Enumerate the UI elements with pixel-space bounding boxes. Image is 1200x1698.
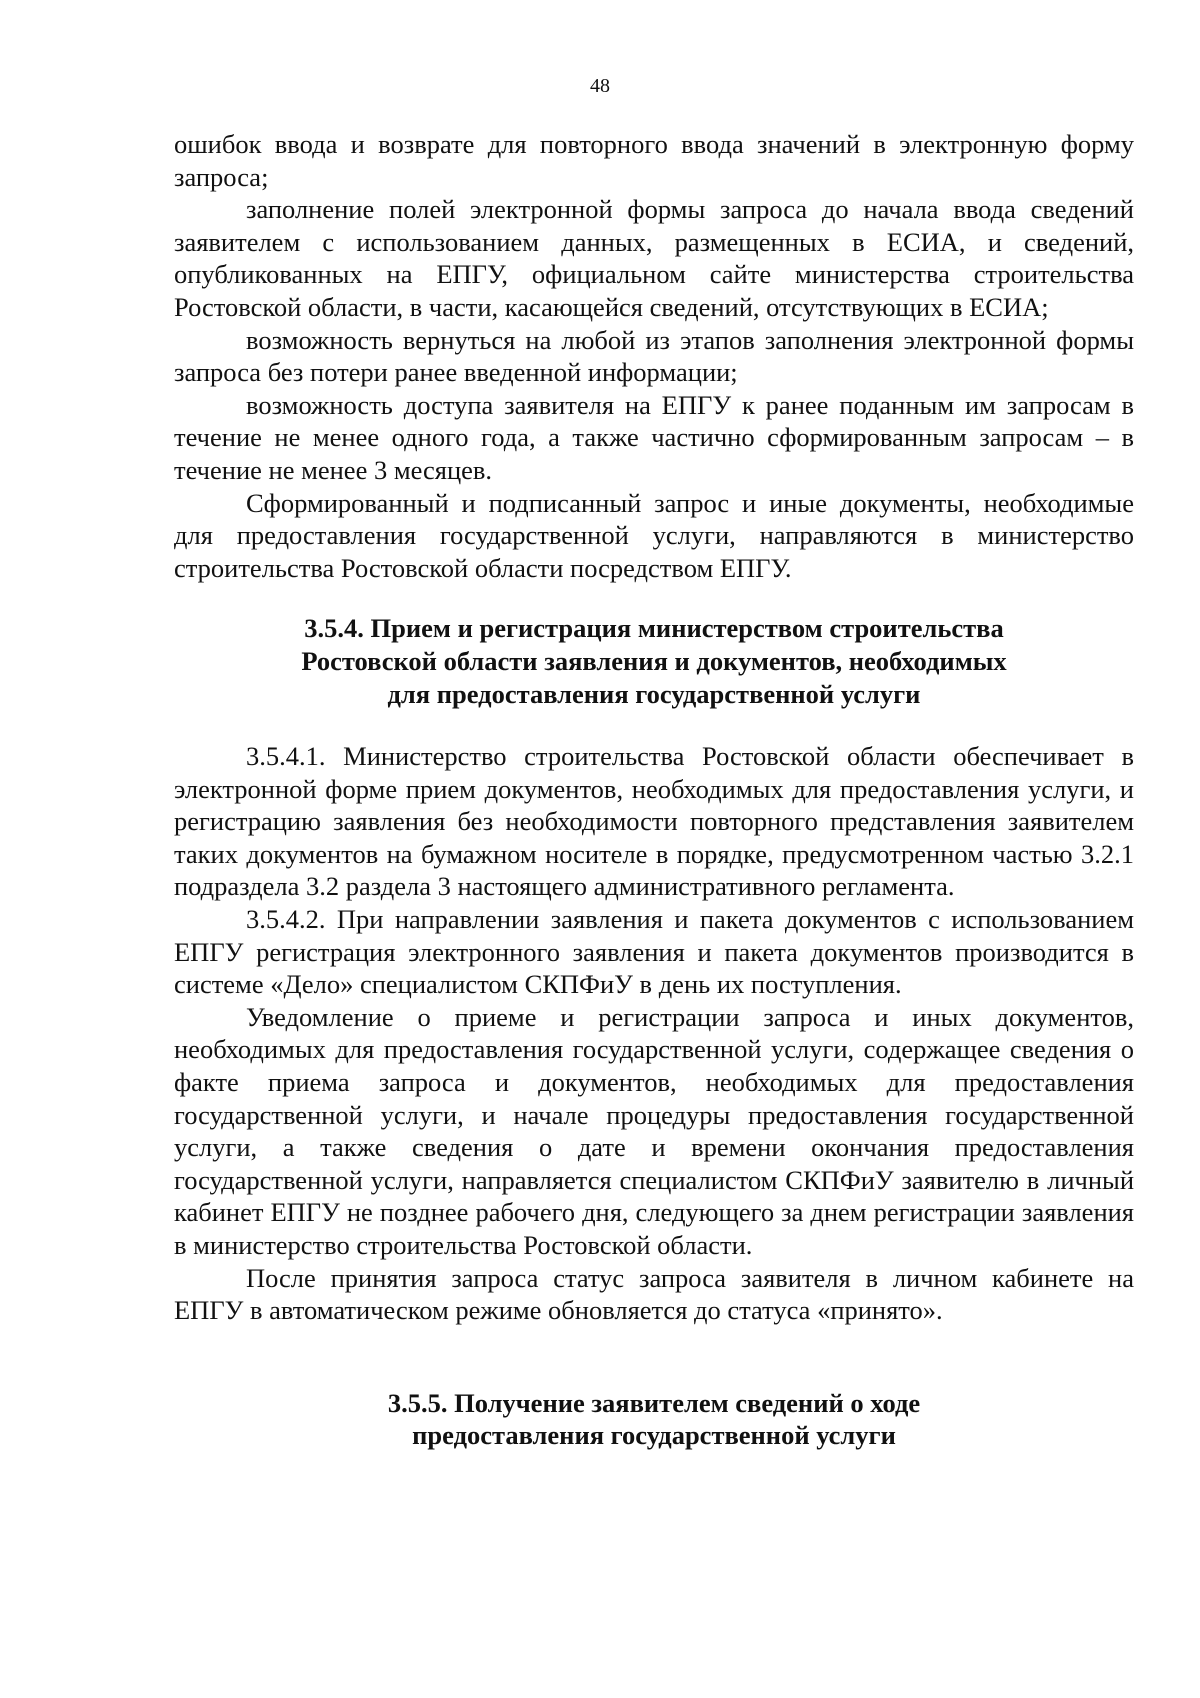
paragraph-return-to-step: возможность вернуться на любой из этапов заполнения электронной формы запроса без потери ранее введенной информации; [174,324,1134,388]
section-354-title-line-3: для предоставления государственной услуги [387,678,921,709]
section-355-heading [174,1387,1134,1452]
document-body [174,128,1134,1452]
paragraph-status-update: После принятия запроса статус запроса заявителя в личном кабинете на ЕПГУ в автоматическом режиме обновляется до статуса «принято». [174,1262,1134,1326]
paragraph-notification: Уведомление о приеме и регистрации запроса и иных документов, необходимых для предоставления государственной услуги, содержащее сведения о факте приема запроса и документов, необходимых для предоставления государственной услуги, и начале процедуры предоставления государственной услуги, а также сведения о дате и времени окончания предоставления государственной услуги, направляется специалистом СКПФиУ заявителю в личный кабинет ЕПГУ не позднее рабочего дня, следующего за днем регистрации заявления в министерство строительства Ростовской области. [174,1001,1134,1260]
page-number: 48 [590,75,610,97]
section-355-title-line-1: 3.5.5. Получение заявителем сведений о ходе [387,1387,921,1418]
section-354-title-line-2: Ростовской области заявления и документов, необходимых [301,645,1007,676]
section-355-title-line-2: предоставления государственной услуги [412,1420,896,1451]
paragraph-prefill-fields: заполнение полей электронной формы запроса до начала ввода сведений заявителем с использованием данных, размещенных в ЕСИА, и сведений, опубликованных на ЕПГУ, официальном сайте министерства строительства Ростовской области, в части, касающейся сведений, отсутствующих в ЕСИА; [174,194,1134,322]
section-354-title-line-1: 3.5.4. Прием и регистрация министерством строительства [304,613,1004,644]
paragraph-3542: 3.5.4.2. При направлении заявления и пакета документов с использованием ЕПГУ регистрация электронного заявления и пакета документов производится в системе «Дело» специалистом СКПФиУ в день их поступления. [174,904,1134,1000]
paragraph-3541: 3.5.4.1. Министерство строительства Ростовской области обеспечивает в электронной форме прием документов, необходимых для предоставления услуги, и регистрацию заявления без необходимости повторного представления заявителем таких документов на бумажном носителе в порядке, предусмотренном частью 3.2.1 подраздела 3.2 раздела 3 настоящего административного регламента. [174,741,1134,902]
paragraph-signed-request: Сформированный и подписанный запрос и иные документы, необходимые для предоставления государственной услуги, направляются в министерство строительства Ростовской области посредством ЕПГУ. [174,487,1134,583]
paragraph-access-requests: возможность доступа заявителя на ЕПГУ к ранее поданным им запросам в течение не менее одного года, а также частично сформированным запросам – в течение не менее 3 месяцев. [174,389,1134,485]
section-354-heading [174,612,1134,710]
paragraph-continuation: ошибок ввода и возврате для повторного ввода значений в электронную форму запроса; [174,129,1134,192]
